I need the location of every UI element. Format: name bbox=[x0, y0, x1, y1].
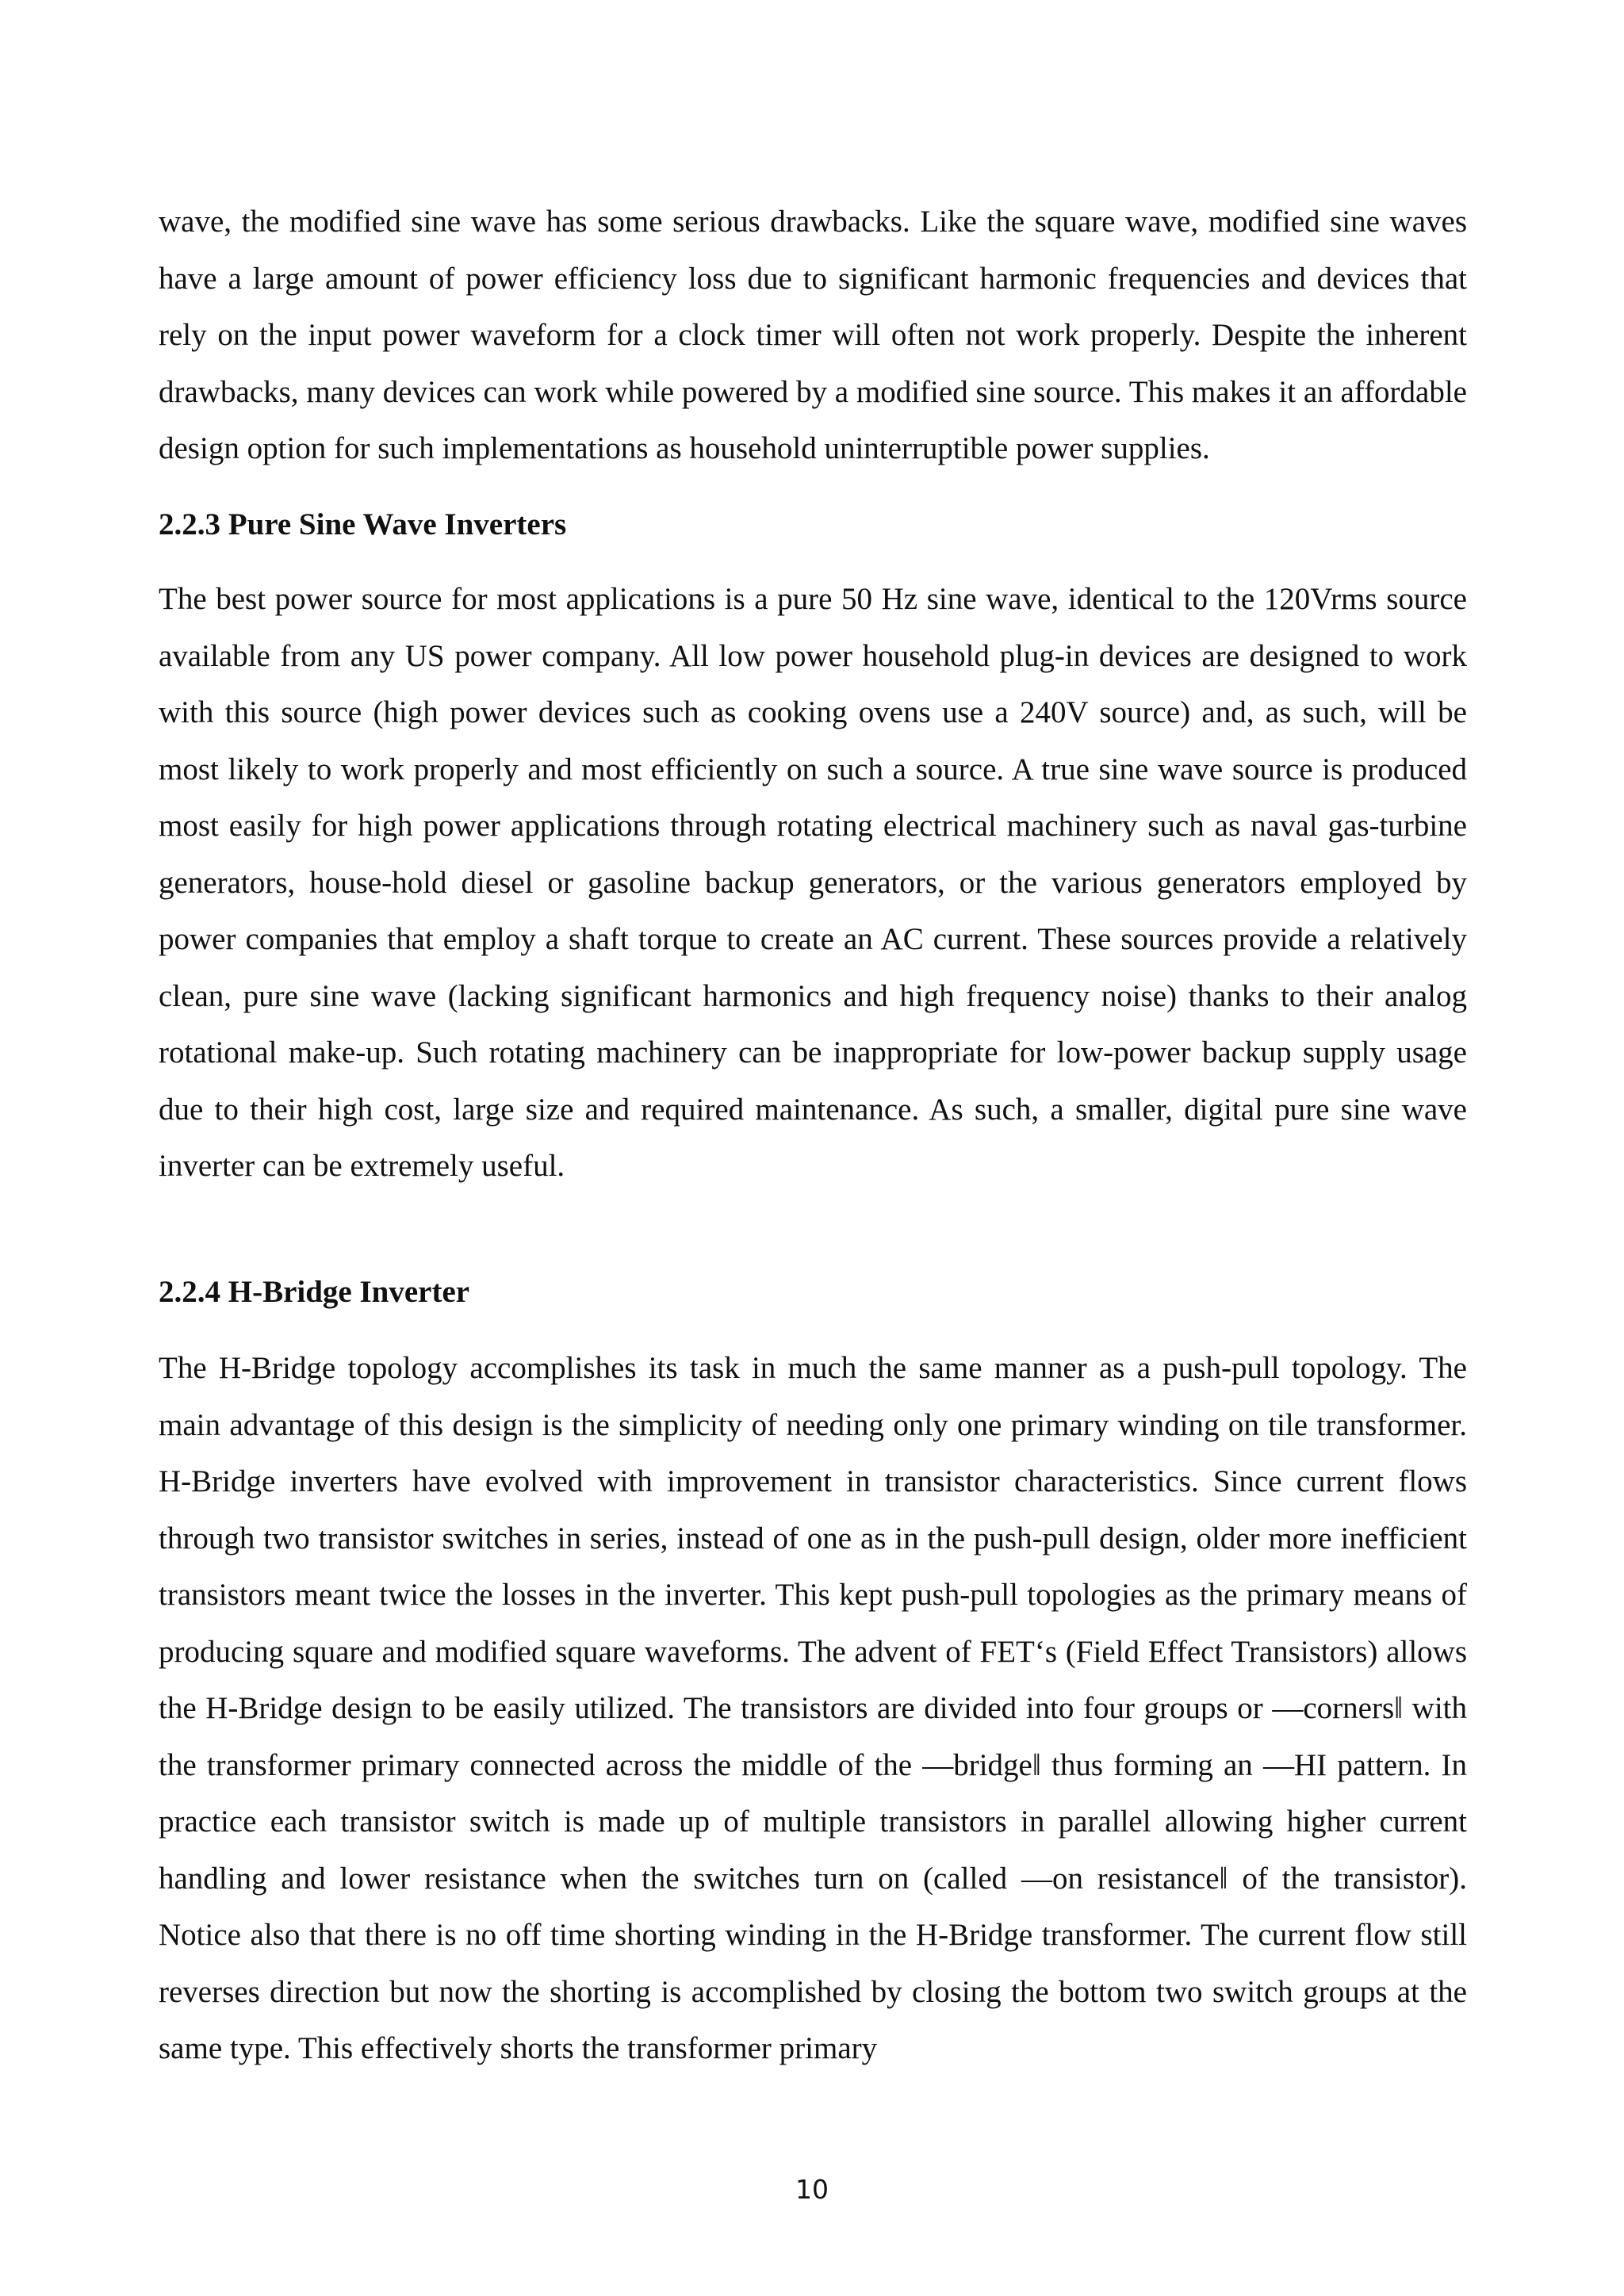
paragraph-pure-sine-wave: The best power source for most applications is a pure 50 Hz sine wave, identical to the 120Vrms source available from any US power company. All low power household plug-in devices are designed to work with this source (high power devices such as cooking ovens use a 240V source) and, as such, will be most likely to work properly and most efficiently on such a source. A true sine wave source is produced most easily for high power applications through rotating electrical machinery such as naval gas-turbine generators, house-hold diesel or gasoline backup generators, or the various generators employed by power companies that employ a shaft torque to create an AC current. These sources provide a relatively clean, pure sine wave (lacking significant harmonics and high frequency noise) thanks to their analog rotational make-up. Such rotating machinery can be inappropriate for low-power backup supply usage due to their high cost, large size and required maintenance. As such, a smaller, digital pure sine wave inverter can be extremely useful. bbox=[159, 582, 1467, 1183]
heading-h-bridge-inverter: 2.2.4 H-Bridge Inverter bbox=[159, 1274, 470, 1309]
paragraph-modified-sine-continuation: wave, the modified sine wave has some serious drawbacks. Like the square wave, modified sine waves have a large amount of power efficiency loss due to significant harmonic frequencies and devices that rely on the input power waveform for a clock timer will often not work properly. Despite the inherent drawbacks, many devices can work while powered by a modified sine source. This makes it an affordable design option for such implementations as household uninterruptible power supplies. bbox=[159, 205, 1467, 465]
paragraph-h-bridge: The H-Bridge topology accomplishes its task in much the same manner as a push-pull topology. The main advantage of this design is the simplicity of needing only one primary winding on tile transformer. H-Bridge inverters have evolved with improvement in transistor characteristics. Since current flows through two transistor switches in series, instead of one as in the push-pull design, older more inefficient transistors meant twice the losses in the inverter. This kept push-pull topologies as the primary means of producing square and modified square waveforms. The advent of FET‘s (Field Effect Transistors) allows the H-Bridge design to be easily utilized. The transistors are divided into four groups or ―corners‖ with the transformer primary connected across the middle of the ―bridge‖ thus forming an ―HI pattern. In practice each transistor switch is made up of multiple transistors in parallel allowing higher current handling and lower resistance when the switches turn on (called ―on resistance‖ of the transistor). Notice also that there is no off time shorting winding in the H-Bridge transformer. The current flow still reverses direction but now the shorting is accomplished by closing the bottom two switch groups at the same type. This effectively shorts the transformer primary bbox=[159, 1351, 1467, 2065]
heading-pure-sine-wave-inverters: 2.2.3 Pure Sine Wave Inverters bbox=[159, 507, 567, 541]
page-number: 10 bbox=[795, 2174, 829, 2205]
page-content bbox=[159, 193, 1467, 2077]
